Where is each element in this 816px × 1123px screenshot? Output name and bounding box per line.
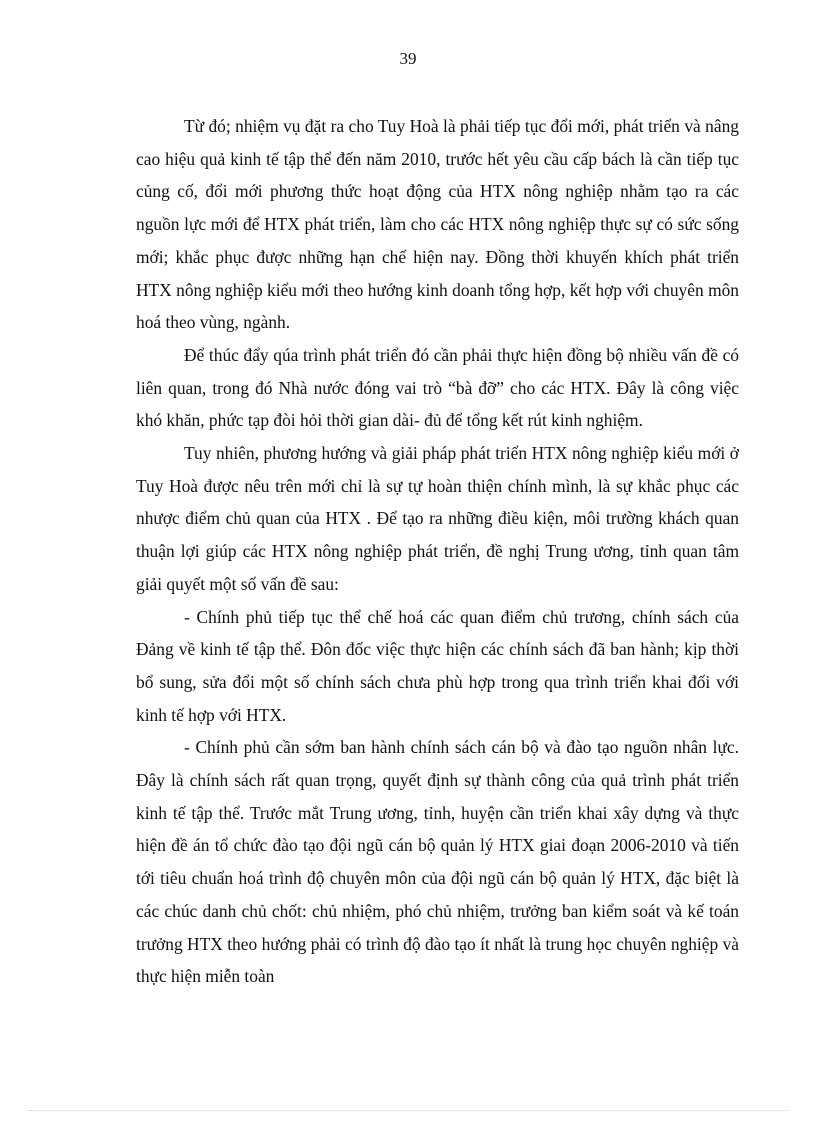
paragraph-4: - Chính phủ tiếp tục thể chế hoá các quan điểm chủ trương, chính sách của Đảng về kinh tế tập thể. Đôn đốc việc thực hiện các chính sách đã ban hành; kịp thời bổ sung, sửa đổi một số chính sách chưa phù hợp trong qua trình triển khai đối với kinh tế hợp với HTX. [136,606,739,725]
document-body [136,110,739,993]
page-bottom-divider [28,1110,788,1111]
paragraph-1: Từ đó; nhiệm vụ đặt ra cho Tuy Hoà là phải tiếp tục đổi mới, phát triển và nâng cao hiệu quả kinh tế tập thể đến năm 2010, trước hết yêu cầu cấp bách là cần tiếp tục củng cố, đổi mới phương thức hoạt động của HTX nông nghiệp nhằm tạo ra các nguồn lực mới để HTX phát triển, làm cho các HTX nông nghiệp thực sự có sức sống mới; khắc phục được những hạn chế hiện nay. Đồng thời khuyến khích phát triển HTX nông nghiệp kiểu mới theo hướng kinh doanh tổng hợp, kết hợp với chuyên môn hoá theo vùng, ngành. [136,116,739,333]
paragraph-3: Tuy nhiên, phương hướng và giải pháp phát triển HTX nông nghiệp kiểu mới ở Tuy Hoà được nêu trên mới chỉ là sự tự hoàn thiện chính mình, là sự khắc phục các nhược điểm chủ quan của HTX . Để tạo ra những điều kiện, môi trường khách quan thuận lợi giúp các HTX nông nghiệp phát triển, đề nghị Trung ương, tỉnh quan tâm giải quyết một số vấn đề sau: [136,443,739,594]
paragraph-5: - Chính phủ cần sớm ban hành chính sách cán bộ và đào tạo nguồn nhân lực. Đây là chính sách rất quan trọng, quyết định sự thành công của quả trình phát triển kinh tế tập thể. Trước mắt Trung ương, tỉnh, huyện cần triển khai xây dựng và thực hiện đề án tổ chức đào tạo đội ngũ cán bộ quản lý HTX giai đoạn 2006-2010 và tiến tới tiêu chuẩn hoá trình độ chuyên môn của đội ngũ cán bộ quản lý HTX, đặc biệt là các chúc danh chủ chốt: chủ nhiệm, phó chủ nhiệm, trưởng ban kiểm soát và kế toán trưởng HTX theo hướng phải có trình độ đào tạo ít nhất là trung học chuyên nghiệp và thực hiện miễn toàn [136,737,739,987]
paragraph-2: Để thúc đẩy qúa trình phát triển đó cần phải thực hiện đồng bộ nhiều vấn đề có liên quan, trong đó Nhà nước đóng vai trò “bà đỡ” cho các HTX. Đây là công việc khó khăn, phức tạp đòi hỏi thời gian dài- đủ để tổng kết rút kinh nghiệm. [136,344,739,431]
page-number: 39 [399,49,417,68]
